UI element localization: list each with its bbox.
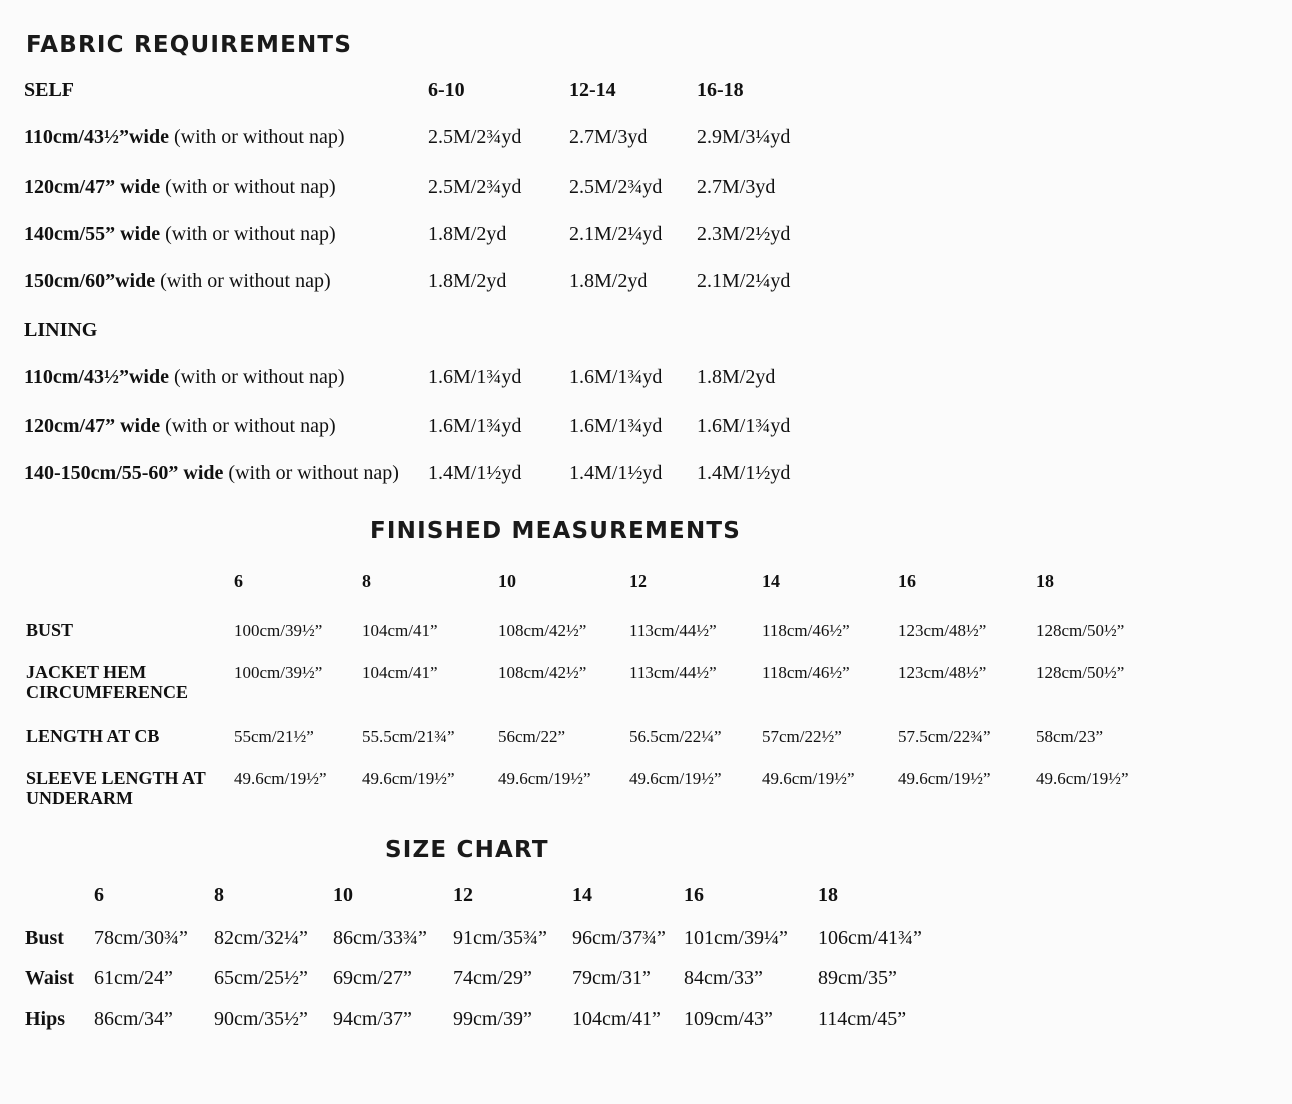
- fabric-value: 1.8M/2yd: [697, 366, 776, 388]
- size-chart-value: 96cm/37¾”: [572, 927, 666, 949]
- size-chart-value: 74cm/29”: [453, 967, 532, 989]
- fabric-width: 110cm/43½”wide: [24, 366, 169, 388]
- size-chart-value: 106cm/41¾”: [818, 927, 922, 949]
- fabric-value: 1.6M/1¾yd: [428, 366, 522, 388]
- size-chart-header: 12: [453, 884, 473, 906]
- size-chart-value: 86cm/34”: [94, 1008, 173, 1030]
- fabric-value: 1.6M/1¾yd: [428, 415, 522, 437]
- measure-value: 55.5cm/21¾”: [362, 727, 455, 746]
- fabric-row-label: [24, 126, 345, 149]
- finished-measurements-title: FINISHED MEASUREMENTS: [370, 518, 742, 544]
- fabric-size-header: 12-14: [569, 79, 616, 101]
- fabric-row-label: [24, 462, 399, 485]
- measure-row-label-line2: CIRCUMFERENCE: [26, 682, 188, 702]
- fabric-value: 2.5M/2¾yd: [428, 176, 522, 198]
- measure-row-label: SLEEVE LENGTH AT: [26, 768, 206, 788]
- measure-value: 123cm/48½”: [898, 663, 987, 682]
- fabric-row-label: [24, 223, 336, 246]
- size-chart-value: 82cm/32¼”: [214, 927, 308, 949]
- size-chart-value: 86cm/33¾”: [333, 927, 427, 949]
- fabric-value: 1.6M/1¾yd: [569, 366, 663, 388]
- size-chart-header: 10: [333, 884, 353, 906]
- measure-value: 118cm/46½”: [762, 663, 850, 682]
- size-chart-value: 69cm/27”: [333, 967, 412, 989]
- measure-value: 49.6cm/19½”: [234, 769, 327, 788]
- fabric-value: 1.6M/1¾yd: [697, 415, 791, 437]
- measure-row-label: LENGTH AT CB: [26, 726, 160, 746]
- size-chart-row-label: Waist: [25, 967, 74, 989]
- measure-value: 56cm/22”: [498, 727, 566, 746]
- fabric-row-label: [24, 366, 345, 389]
- size-chart-value: 78cm/30¾”: [94, 927, 188, 949]
- measure-value: 55cm/21½”: [234, 727, 314, 746]
- fabric-row-label: [24, 270, 331, 293]
- measure-row-label: JACKET HEM: [26, 662, 147, 682]
- measure-value: 123cm/48½”: [898, 621, 987, 640]
- fabric-nap-note: (with or without nap): [169, 366, 345, 388]
- measure-size-header: 8: [362, 571, 371, 591]
- size-chart-value: 61cm/24”: [94, 967, 173, 989]
- fabric-value: 2.7M/3yd: [697, 176, 776, 198]
- measure-value: 108cm/42½”: [498, 663, 587, 682]
- size-chart-value: 99cm/39”: [453, 1008, 532, 1030]
- fabric-value: 2.5M/2¾yd: [569, 176, 663, 198]
- measure-value: 118cm/46½”: [762, 621, 850, 640]
- measure-size-header: 12: [629, 571, 647, 591]
- size-chart-value: 104cm/41”: [572, 1008, 661, 1030]
- measure-value: 49.6cm/19½”: [498, 769, 591, 788]
- size-chart-header: 18: [818, 884, 838, 906]
- measure-value: 104cm/41”: [362, 663, 438, 682]
- fabric-nap-note: (with or without nap): [223, 462, 399, 484]
- measure-value: 49.6cm/19½”: [898, 769, 991, 788]
- size-chart-value: 84cm/33”: [684, 967, 763, 989]
- fabric-width: 140cm/55” wide: [24, 223, 161, 245]
- fabric-nap-note: (with or without nap): [160, 176, 336, 198]
- fabric-nap-note: (with or without nap): [155, 270, 331, 292]
- fabric-value: 1.8M/2yd: [428, 270, 507, 292]
- measure-value: 49.6cm/19½”: [762, 769, 855, 788]
- measure-value: 49.6cm/19½”: [629, 769, 722, 788]
- fabric-value: 1.4M/1½yd: [697, 462, 791, 484]
- lining-label: LINING: [24, 319, 98, 341]
- fabric-size-header: 16-18: [697, 79, 744, 101]
- size-chart-value: 65cm/25½”: [214, 967, 308, 989]
- measure-value: 57cm/22½”: [762, 727, 842, 746]
- fabric-row-label: [24, 176, 336, 199]
- fabric-value: 2.5M/2¾yd: [428, 126, 522, 148]
- fabric-requirements-title: FABRIC REQUIREMENTS: [26, 32, 353, 58]
- measure-value: 56.5cm/22¼”: [629, 727, 722, 746]
- fabric-nap-note: (with or without nap): [160, 415, 336, 437]
- measure-value: 128cm/50½”: [1036, 621, 1125, 640]
- measure-value: 58cm/23”: [1036, 727, 1104, 746]
- fabric-value: 2.9M/3¼yd: [697, 126, 791, 148]
- fabric-value: 2.1M/2¼yd: [697, 270, 791, 292]
- size-chart-header: 6: [94, 884, 104, 906]
- size-chart-header: 14: [572, 884, 592, 906]
- size-chart-header: 8: [214, 884, 224, 906]
- fabric-width: 150cm/60”wide: [24, 270, 156, 292]
- measure-value: 57.5cm/22¾”: [898, 727, 991, 746]
- fabric-value: 1.4M/1½yd: [428, 462, 522, 484]
- measure-row-label-line2: UNDERARM: [26, 788, 133, 808]
- measure-value: 100cm/39½”: [234, 621, 323, 640]
- fabric-value: 2.3M/2½yd: [697, 223, 791, 245]
- fabric-row-label: [24, 415, 336, 438]
- measure-value: 108cm/42½”: [498, 621, 587, 640]
- measure-value: 128cm/50½”: [1036, 663, 1125, 682]
- fabric-nap-note: (with or without nap): [160, 223, 336, 245]
- measure-value: 49.6cm/19½”: [1036, 769, 1129, 788]
- measure-size-header: 10: [498, 571, 516, 591]
- measure-value: 104cm/41”: [362, 621, 438, 640]
- fabric-value: 1.6M/1¾yd: [569, 415, 663, 437]
- measure-size-header: 6: [234, 571, 243, 591]
- fabric-width: 140-150cm/55-60” wide: [24, 462, 224, 484]
- size-chart-value: 79cm/31”: [572, 967, 651, 989]
- fabric-value: 1.8M/2yd: [428, 223, 507, 245]
- size-chart-row-label: Hips: [25, 1008, 66, 1030]
- size-chart-value: 90cm/35½”: [214, 1008, 308, 1030]
- size-chart-value: 114cm/45”: [818, 1008, 907, 1030]
- size-chart-title: SIZE CHART: [385, 837, 549, 863]
- fabric-width: 110cm/43½”wide: [24, 126, 169, 148]
- size-chart-value: 94cm/37”: [333, 1008, 412, 1030]
- measure-value: 49.6cm/19½”: [362, 769, 455, 788]
- measure-size-header: 18: [1036, 571, 1054, 591]
- fabric-nap-note: (with or without nap): [169, 126, 345, 148]
- size-chart-header: 16: [684, 884, 704, 906]
- fabric-value: 2.1M/2¼yd: [569, 223, 663, 245]
- fabric-value: 1.8M/2yd: [569, 270, 648, 292]
- fabric-value: 2.7M/3yd: [569, 126, 648, 148]
- measure-value: 113cm/44½”: [629, 663, 717, 682]
- size-chart-row-label: Bust: [25, 927, 64, 949]
- measure-size-header: 14: [762, 571, 780, 591]
- size-chart-value: 89cm/35”: [818, 967, 897, 989]
- size-chart-value: 91cm/35¾”: [453, 927, 547, 949]
- self-label: SELF: [24, 79, 75, 101]
- size-chart-value: 109cm/43”: [684, 1008, 773, 1030]
- measure-size-header: 16: [898, 571, 916, 591]
- measure-row-label: BUST: [26, 620, 74, 640]
- measure-value: 113cm/44½”: [629, 621, 717, 640]
- measure-value: 100cm/39½”: [234, 663, 323, 682]
- fabric-size-header: 6-10: [428, 79, 465, 101]
- fabric-value: 1.4M/1½yd: [569, 462, 663, 484]
- fabric-width: 120cm/47” wide: [24, 415, 161, 437]
- fabric-width: 120cm/47” wide: [24, 176, 161, 198]
- size-chart-value: 101cm/39¼”: [684, 927, 788, 949]
